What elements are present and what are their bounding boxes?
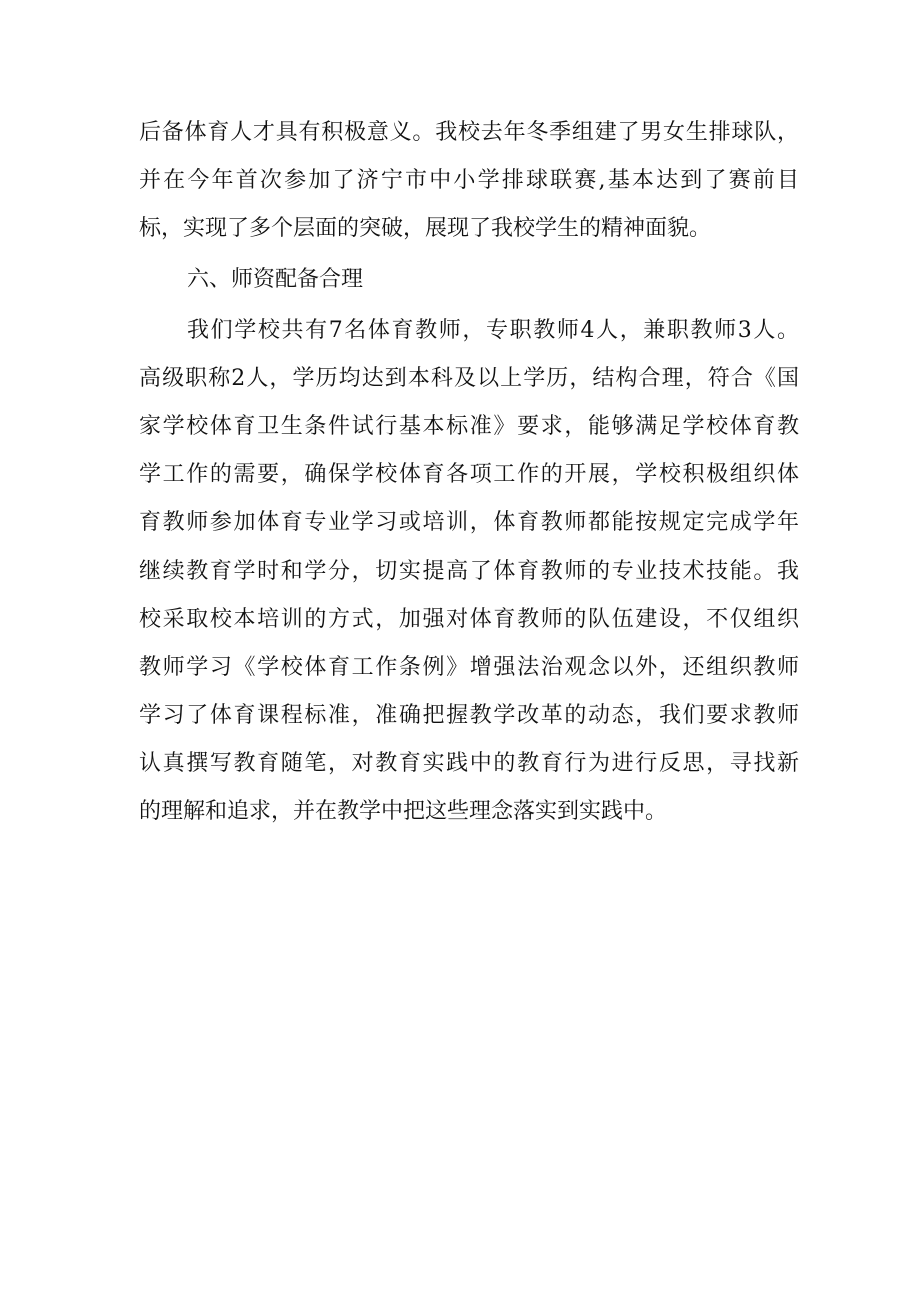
text-line: 我们学校共有7名体育教师，专职教师4人，兼职教师3人。 xyxy=(187,318,799,343)
text-line: 标，实现了多个层面的突破，展现了我校学生的精神面貌。 xyxy=(139,216,712,241)
text-line: 后备体育人才具有积极意义。我校去年冬季组建了男女生排球队， xyxy=(139,120,799,145)
section-heading: 六、师资配备合理 xyxy=(187,267,364,292)
text-line: 的理解和追求，并在教学中把这些理念落实到实践中。 xyxy=(139,799,668,824)
text-line: 育教师参加体育专业学习或培训，体育教师都能按规定完成学年 xyxy=(139,510,799,535)
text-line: 学工作的需要，确保学校体育各项工作的开展，学校积极组织体 xyxy=(139,462,799,487)
text-line: 并在今年首次参加了济宁市中小学排球联赛,基本达到了赛前目 xyxy=(139,168,799,193)
text-line: 继续教育学时和学分，切实提高了体育教师的专业技术技能。我 xyxy=(139,559,799,584)
text-line: 高级职称2人，学历均达到本科及以上学历，结构合理，符合《国 xyxy=(139,366,799,391)
text-line: 学习了体育课程标准，准确把握教学改革的动态，我们要求教师 xyxy=(139,703,799,728)
text-line: 认真撰写教育随笔，对教育实践中的教育行为进行反思，寻找新 xyxy=(139,751,799,776)
text-line: 家学校体育卫生条件试行基本标准》要求，能够满足学校体育教 xyxy=(139,414,799,439)
text-line: 校采取校本培训的方式，加强对体育教师的队伍建设，不仅组织 xyxy=(139,607,799,632)
text-line: 教师学习《学校体育工作条例》增强法治观念以外，还组织教师 xyxy=(139,655,799,680)
